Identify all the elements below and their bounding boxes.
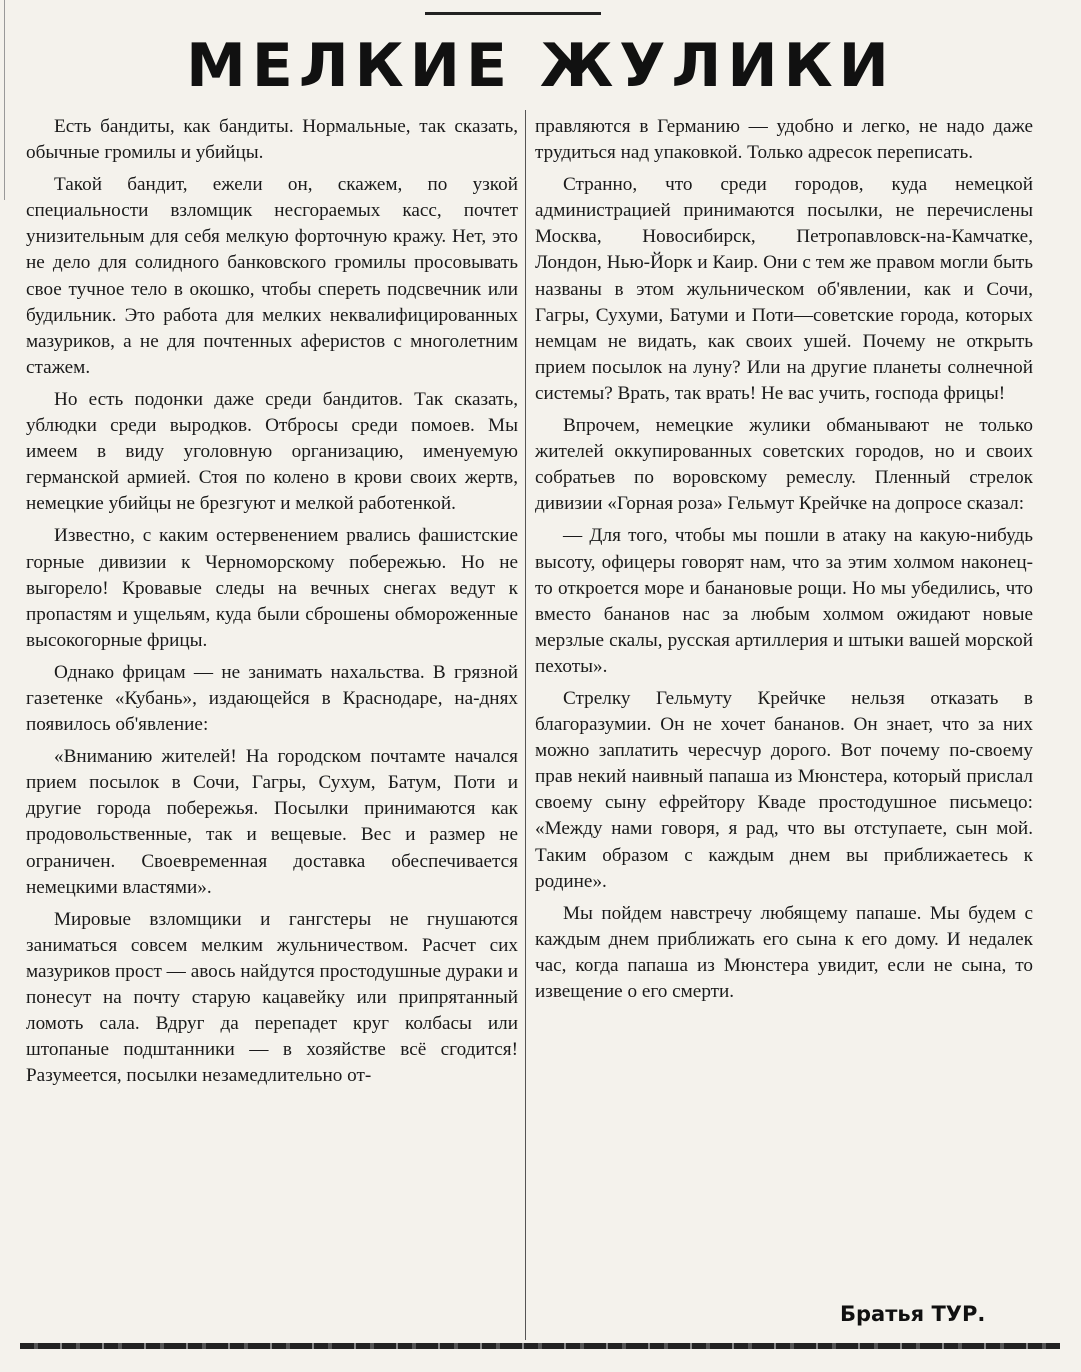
paragraph: Известно, с каким остервенением рвались фашистские горные дивизии к Черноморскому побережью. Но не выгорело! Кровавые следы на вечных снегах ведут к пропастям и ущельям, куда были сброшены обмороженные высокогорные фрицы. [26, 525, 518, 651]
top-rule [425, 12, 601, 15]
author-signature: Братья ТУР. [840, 1302, 986, 1326]
paragraph: — Для того, чтобы мы пошли в атаку на какую-нибудь высоту, офицеры говорят нам, что за этим холмом наконец-то откроется море и банановые рощи. Но мы убедились, что вместо бананов нас за любым холмом ожидают новые мерзлые скалы, русская артиллерия и штыки вашей морской пехоты». [535, 525, 1033, 677]
bottom-rule [20, 1343, 1060, 1349]
headline: МЕЛКИЕ ЖУЛИКИ [186, 31, 895, 101]
page-edge-mark [0, 0, 5, 200]
paragraph: Странно, что среди городов, куда немецкой администрацией принимаются посылки, не перечислены Москва, Новосибирск, Петропавловск-на-Камчатке, Лондон, Нью-Йорк и Каир. Они с тем же правом могли быть названы в этом жульническом об'явлении, как и Сочи, Гагры, Сухуми, Батуми и Поти—советские города, которых немцам не видать, как своих ушей. Почему не открыть прием посылок на луну? Или на другие планеты солнечной системы? Врать, так врать! Не вас учить, господа фрицы! [535, 174, 1033, 404]
paragraph: «Вниманию жителей! На городском почтамте начался прием посылок в Сочи, Гагры, Сухум, Батум, Поти и другие города побережья. Посылки принимаются как продовольственные, так и вещевые. Вес и размер не ограничен. Своевременная доставка обеспечивается немецкими властями». [26, 746, 518, 898]
column-divider [525, 110, 526, 1340]
paragraph: Такой бандит, ежели он, скажем, по узкой специальности взломщик несгораемых касс, почтет унизительным для себя мелкую форточную кражу. Нет, это не дело для солидного банковского громилы просовывать свое тучное тело в окошко, чтобы спереть подсвечник или будильник. Это работа для мелких неквалифицированных мазуриков, а не для почтенных аферистов с многолетним стажем. [26, 174, 518, 378]
left-column [26, 114, 518, 1336]
paragraph: Впрочем, немецкие жулики обманывают не только жителей оккупированных советских городов, но и своих собратьев по воровскому ремеслу. Пленный стрелок дивизии «Горная роза» Гельмут Крейчке на допросе сказал: [535, 415, 1033, 515]
paragraph: Стрелку Гельмуту Крейчке нельзя отказать в благоразумии. Он не хочет бананов. Он знает, что за них можно заплатить чересчур дорого. Вот почему по-своему прав некий наивный папаша из Мюнстера, который прислал своему сыну ефрейтору Кваде простодушное письмецо: «Между нами говоря, я рад, что вы отступаете, сын мой. Таким образом с каждым днем вы приближаетесь к родине». [535, 687, 1033, 892]
paragraph: Мы пойдем навстречу любящему папаше. Мы будем с каждым днем приближать его сына к его дому. И недалек час, когда папаша из Мюнстера увидит, если не сына, то извещение о его смерти. [535, 902, 1033, 1002]
paragraph: Мировые взломщики и гангстеры не гнушаются заниматься совсем мелким жульничеством. Расчет сих мазуриков прост — авось найдутся простодушные дураки и понесут на почту старую кацавейку или припрятанный ломоть сала. Вдруг да перепадет круг колбасы или штопаные подштанники — в хозяйстве всё сгодится! Разумеется, посылки незамедлительно от- [26, 908, 518, 1087]
paragraph: Однако фрицам — не занимать нахальства. В грязной газетенке «Кубань», издающейся в Краснодаре, на-днях появилось об'явление: [26, 661, 518, 736]
paragraph-continuation: правляются в Германию — удобно и легко, не надо даже трудиться над упаковкой. Только адресок переписать. [535, 116, 1033, 164]
paragraph: Но есть подонки даже среди бандитов. Так сказать, ублюдки среди выродков. Отбросы среди помоев. Мы имеем в виду уголовную организацию, именуемую германской армией. Стоя по колено в крови своих жертв, немецкие убийцы не брезгуют и мелкой работенкой. [26, 388, 518, 515]
paragraph: Есть бандиты, как бандиты. Нормальные, так сказать, обычные громилы и убийцы. [26, 116, 518, 164]
right-column [535, 114, 1033, 1336]
